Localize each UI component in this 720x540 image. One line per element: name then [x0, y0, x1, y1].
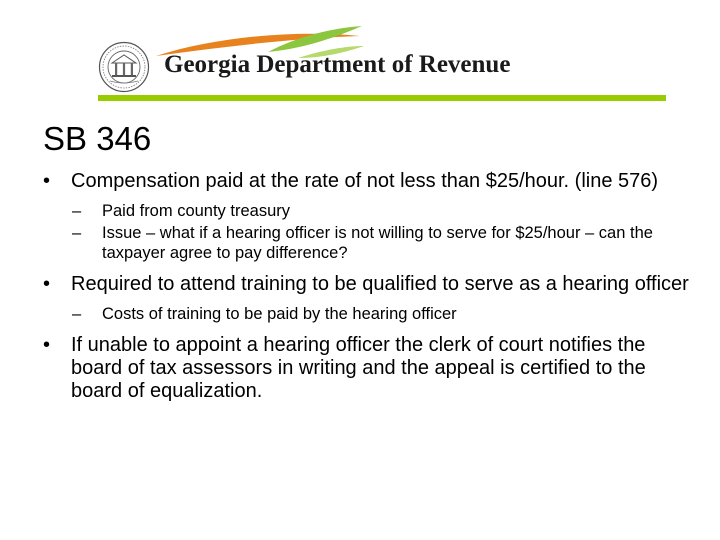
sub-bullet-2-1 [43, 304, 693, 324]
slide-content [43, 170, 693, 411]
georgia-state-seal-icon [98, 41, 150, 93]
bullet-text: Compensation paid at the rate of not less than $25/hour. (line 576) [71, 170, 659, 192]
bullet-text: If unable to appoint a hearing officer the clerk of court notifies the board of tax assessors in writing and the appeal is certified to the board of equalization. [71, 334, 646, 402]
bullet-text: Required to attend training to be qualified to serve as a hearing officer [71, 273, 689, 295]
sub-bullet-text: Issue – what if a hearing officer is not willing to serve for $25/hour – can the taxpayer agree to pay difference? [102, 224, 653, 262]
bullet-marker: • [43, 170, 51, 192]
sub-bullet-text: Paid from county treasury [102, 202, 290, 220]
sub-bullet-1-2 [43, 223, 693, 263]
slide-title: SB 346 [43, 120, 152, 157]
sub-bullet-marker: – [72, 224, 82, 242]
header-divider [98, 95, 666, 101]
bullet-marker: • [43, 273, 51, 295]
sub-bullet-marker: – [72, 202, 82, 220]
bullet-3 [43, 334, 693, 403]
bullet-1 [43, 170, 693, 193]
bullet-marker: • [43, 334, 51, 356]
sub-bullet-marker: – [72, 305, 82, 323]
sub-bullet-1-1 [43, 201, 693, 221]
sub-bullet-text: Costs of training to be paid by the hearing officer [102, 305, 457, 323]
bullet-2 [43, 273, 693, 296]
organization-title: Georgia Department of Revenue [164, 51, 511, 78]
